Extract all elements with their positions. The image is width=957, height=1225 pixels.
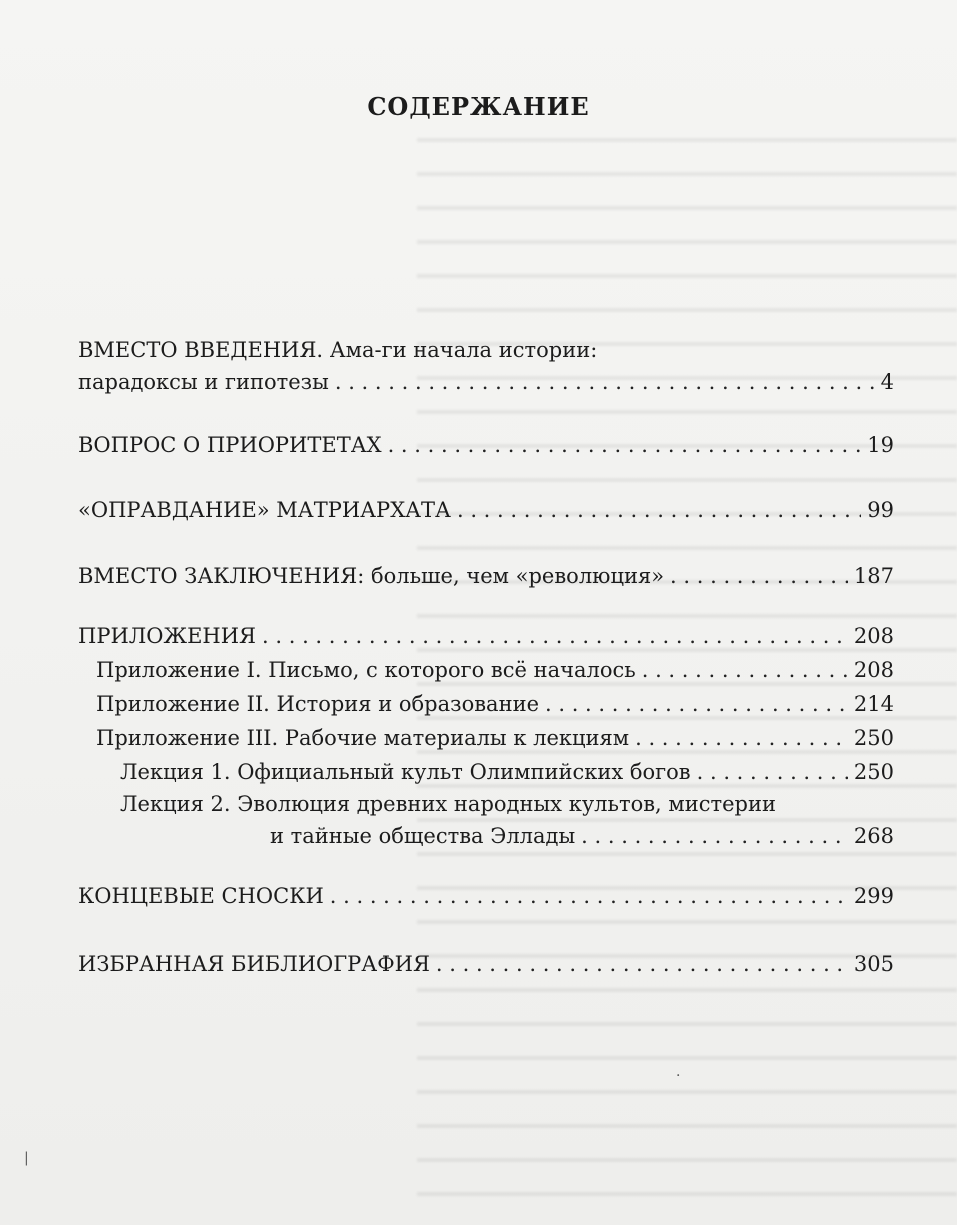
leader-dots [697,760,848,784]
toc-entry-label: ВОПРОС О ПРИОРИТЕТАХ [78,433,382,457]
toc-entry-label: «ОПРАВДАНИЕ» МАТРИАРХАТА [78,498,451,522]
toc-entry-lecture-2[interactable] [270,824,894,858]
page-title: СОДЕРЖАНИЕ [367,92,590,121]
leader-dots [388,433,862,457]
toc-page-number: 208 [853,624,894,648]
toc-page-number: 99 [867,498,894,522]
toc-entry-priorities[interactable] [78,433,894,467]
leader-dots [330,884,848,908]
toc-page-number: 305 [853,952,894,976]
toc-entry-introduction-line1: ВМЕСТО ВВЕДЕНИЯ. Ама-ги начала истории: [78,338,598,362]
toc-entry-label: КОНЦЕВЫЕ СНОСКИ [78,884,324,908]
toc-page-number: 4 [880,370,894,394]
leader-dots [581,824,848,848]
speck-mark: | [24,1150,29,1166]
toc-entry-label: ПРИЛОЖЕНИЯ [78,624,257,648]
toc-entry-lecture-1[interactable] [120,760,894,794]
leader-dots [635,726,848,750]
toc-page-number: 208 [853,658,894,682]
toc-page-number: 250 [853,760,894,784]
toc-entry-label: Приложение I. Письмо, с которого всё началось [96,658,636,682]
toc-entry-appendix-2[interactable] [96,692,894,726]
leader-dots [670,564,848,588]
toc-entry-appendix-3[interactable] [96,726,894,760]
toc-entry-label: ВМЕСТО ЗАКЛЮЧЕНИЯ: больше, чем «революция» [78,564,665,588]
toc-entry-introduction[interactable] [78,370,894,404]
toc-page-number: 19 [867,433,894,457]
toc-entry-appendices[interactable] [78,624,894,658]
leader-dots [436,952,848,976]
toc-entry-lecture-2-line1: Лекция 2. Эволюция древних народных культов, мистерии [120,792,776,816]
leader-dots [642,658,848,682]
toc-entry-appendix-1[interactable] [96,658,894,692]
leader-dots [262,624,848,648]
toc-entry-endnotes[interactable] [78,884,894,918]
toc-entry-bibliography[interactable] [78,952,894,986]
toc-page-number: 250 [853,726,894,750]
leader-dots [335,370,875,394]
toc-page-number: 268 [853,824,894,848]
leader-dots [457,498,861,522]
toc-entry-label: Приложение II. История и образование [96,692,539,716]
toc-entry-label: Приложение III. Рабочие материалы к лекциям [96,726,630,750]
toc-entry-matriarchy[interactable] [78,498,894,532]
toc-page-number: 187 [853,564,894,588]
speck-mark: · [676,1068,681,1084]
leader-dots [545,692,848,716]
toc-entry-label: и тайные общества Эллады [270,824,576,848]
toc-entry-conclusion[interactable] [78,564,894,598]
toc-entry-label: парадоксы и гипотезы [78,370,329,394]
toc-page-number: 214 [853,692,894,716]
toc-page-number: 299 [853,884,894,908]
toc-entry-label: Лекция 1. Официальный культ Олимпийских богов [120,760,691,784]
toc-entry-label: ИЗБРАННАЯ БИБЛИОГРАФИЯ [78,952,430,976]
